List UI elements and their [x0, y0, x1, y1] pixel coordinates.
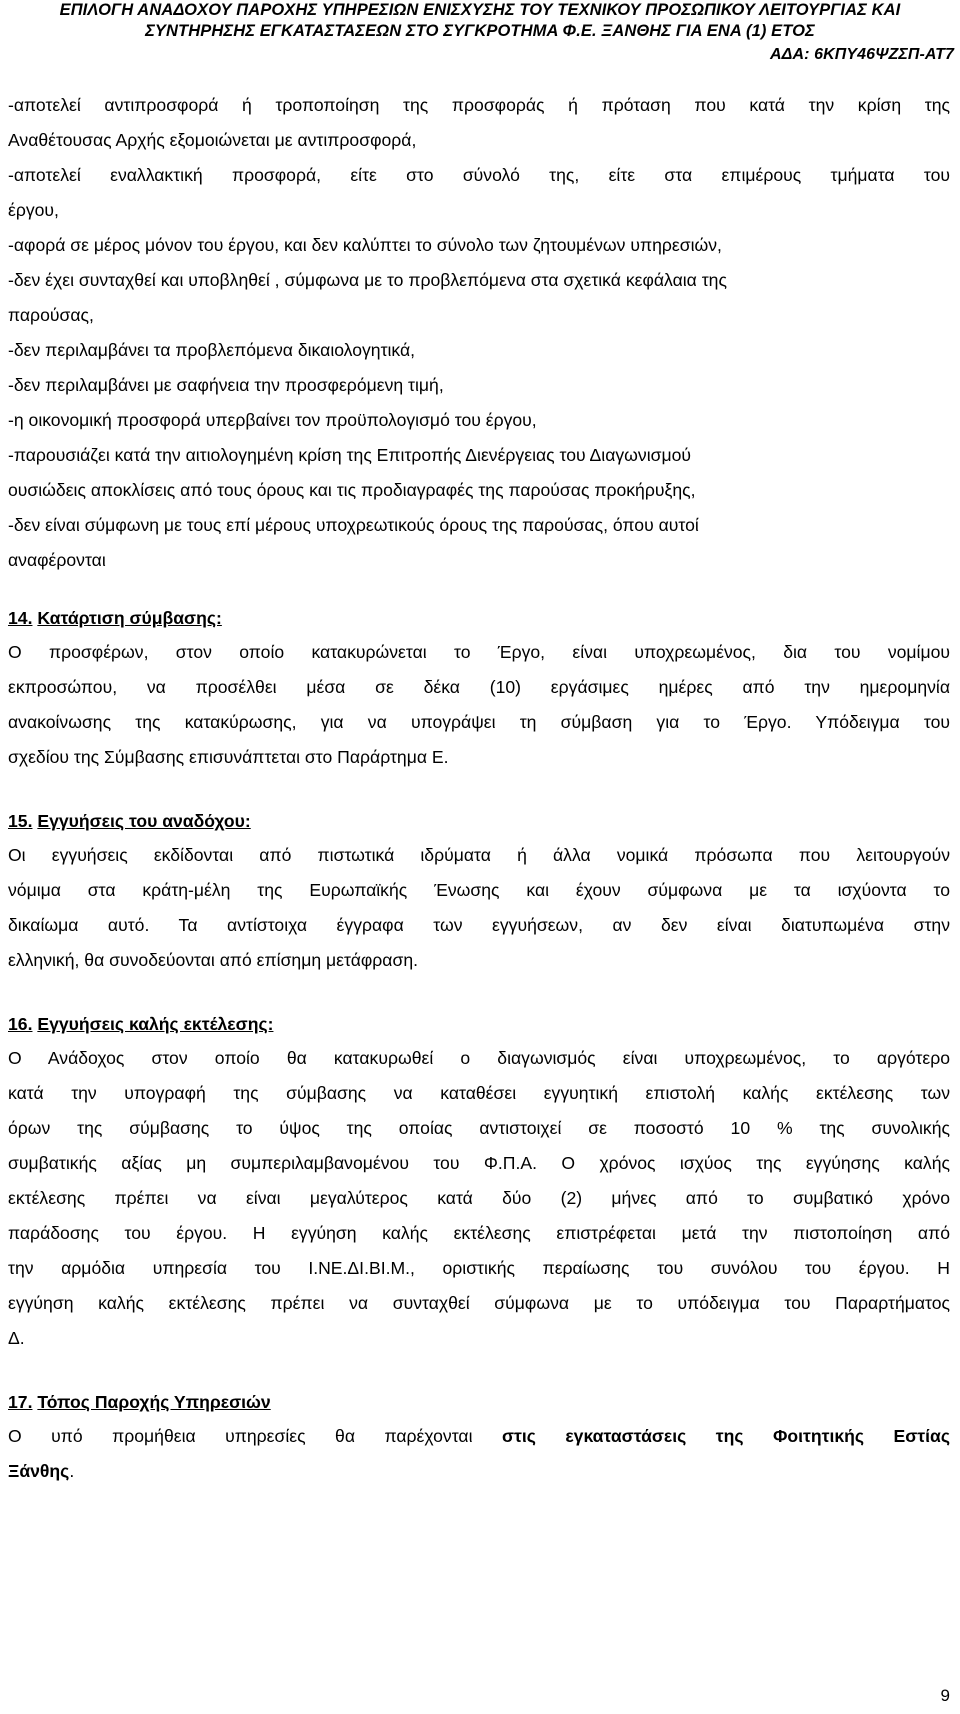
section-heading [8, 805, 950, 838]
paragraph-line [8, 1454, 950, 1489]
section-16 [8, 1008, 950, 1356]
list-item: αναφέρονται [8, 550, 106, 570]
plain-text: . [69, 1461, 75, 1481]
section-heading [8, 1008, 950, 1041]
section-17 [8, 1386, 950, 1489]
header-title-line-1: ΕΠΙΛΟΓΗ ΑΝΑΔΟΧΟΥ ΠΑΡΟΧΗΣ ΥΠΗΡΕΣΙΩΝ ΕΝΙΣΧΥΣΗΣ ΤΟΥ ΤΕΧΝΙΚΟΥ ΠΡΟΣΩΠΙΚΟΥ ΛΕΙΤΟΥΡΓΙΑΣ ΚΑΙ [59, 1, 901, 19]
paragraph-line: ελληνική, θα συνοδεύονται από επίσημη μετάφραση. [8, 950, 418, 970]
section-title: Τόπος Παροχής Υπηρεσιών [37, 1392, 271, 1412]
list-item: -δεν περιλαμβάνει με σαφήνεια την προσφερόμενη τιμή, [8, 375, 444, 395]
paragraph-line: εγγύηση καλής εκτέλεσης πρέπει να συνταχθεί σύμφωνα με το υπόδειγμα του Παραρτήματος [8, 1293, 950, 1313]
paragraph-line: συμβατικής αξίας μη συμπεριλαμβανομένου του Φ.Π.Α. Ο χρόνος ισχύος της εγγύησης καλής [8, 1153, 950, 1173]
section-15 [8, 805, 950, 978]
section-number: 15. [8, 811, 33, 831]
document-header [0, 0, 960, 63]
list-item: παρούσας, [8, 305, 94, 325]
paragraph-line: Δ. [8, 1328, 25, 1348]
section-title: Κατάρτιση σύμβασης: [37, 608, 222, 628]
paragraph-line: δικαίωμα αυτό. Τα αντίστοιχα έγγραφα των εγγυήσεων, αν δεν είναι διατυπωμένα στην [8, 915, 950, 935]
paragraph-line: παράδοσης του έργου. Η εγγύηση καλής εκτέλεσης επιστρέφεται μετά την πιστοποίηση από [8, 1223, 950, 1243]
paragraph-line: σχεδίου της Σύμβασης επισυνάπτεται στο Παράρτημα Ε. [8, 747, 449, 767]
document-body [8, 88, 950, 1489]
list-item: -δεν περιλαμβάνει τα προβλεπόμενα δικαιολογητικά, [8, 340, 416, 360]
list-item: -αποτελεί εναλλακτική προσφορά, είτε στο σύνολό της, είτε στα επιμέρους τμήματα του [8, 165, 950, 185]
section-title: Εγγυήσεις καλής εκτέλεσης: [37, 1014, 274, 1034]
paragraph-line [8, 1419, 950, 1454]
paragraph-line: Ο Ανάδοχος στον οποίο θα κατακυρωθεί ο διαγωνισμός είναι υποχρεωμένος, το αργότερο [8, 1048, 950, 1068]
paragraph-line: την αρμόδια υπηρεσία του Ι.ΝΕ.ΔΙ.ΒΙ.Μ., οριστικής περαίωσης του συνόλου του έργου. Η [8, 1258, 950, 1278]
section-number: 14. [8, 608, 33, 628]
section-number: 17. [8, 1392, 33, 1412]
rejection-criteria-list [8, 88, 950, 578]
list-item: -δεν έχει συνταχθεί και υποβληθεί , σύμφωνα με το προβλεπόμενα στα σχετικά κεφάλαια της [8, 270, 727, 290]
list-item: -η οικονομική προσφορά υπερβαίνει τον προϋπολογισμό του έργου, [8, 410, 537, 430]
list-item: -αποτελεί αντιπροσφορά ή τροποποίηση της προσφοράς ή πρόταση που κατά την κρίση της [8, 95, 950, 115]
paragraph-line: ανακοίνωσης της κατακύρωσης, για να υπογράψει τη σύμβαση για το Έργο. Υπόδειγμα του [8, 712, 950, 732]
section-heading [8, 602, 950, 635]
paragraph-line: εκπροσώπου, να προσέλθει μέσα σε δέκα (10) εργάσιμες ημέρες από την ημερομηνία [8, 677, 950, 697]
header-title-line-2: ΣΥΝΤΗΡΗΣΗΣ ΕΓΚΑΤΑΣΤΑΣΕΩΝ ΣΤΟ ΣΥΓΚΡΟΤΗΜΑ Φ.Ε. ΞΑΝΘΗΣ ΓΙΑ ΕΝΑ (1) ΕΤΟΣ [145, 22, 815, 40]
paragraph-line: Ο προσφέρων, στον οποίο κατακυρώνεται το Έργο, είναι υποχρεωμένος, δια του νομίμου [8, 642, 950, 662]
section-14 [8, 602, 950, 775]
paragraph-line: εκτέλεσης πρέπει να είναι μεγαλύτερος κατά δύο (2) μήνες από το συμβατικό χρόνο [8, 1188, 950, 1208]
list-item: ουσιώδεις αποκλίσεις από τους όρους και τις προδιαγραφές της παρούσας προκήρυξης, [8, 480, 696, 500]
list-item: -δεν είναι σύμφωνη με τους επί μέρους υποχρεωτικούς όρους της παρούσας, όπου αυτοί [8, 515, 699, 535]
paragraph-line: όρων της σύμβασης το ύψος της οποίας αντιστοιχεί σε ποσοστό 10 % της συνολικής [8, 1118, 950, 1138]
section-title: Εγγυήσεις του αναδόχου: [37, 811, 251, 831]
ada-code: ΑΔΑ: 6ΚΠΥ46ΨΖΣΠ-ΑΤ7 [770, 46, 954, 63]
paragraph-line: νόμιμα στα κράτη-μέλη της Ευρωπαϊκής Ένωσης και έχουν σύμφωνα με τα ισχύοντα το [8, 880, 950, 900]
paragraph-line: Οι εγγυήσεις εκδίδονται από πιστωτικά ιδρύματα ή άλλα νομικά πρόσωπα που λειτουργούν [8, 845, 950, 865]
plain-text: Ο υπό προμήθεια υπηρεσίες θα παρέχονται [8, 1426, 473, 1446]
list-item: -αφορά σε μέρος μόνον του έργου, και δεν καλύπτει το σύνολο των ζητουμένων υπηρεσιών, [8, 235, 722, 255]
bold-text: Ξάνθης [8, 1461, 70, 1481]
page-number: 9 [940, 1686, 950, 1705]
list-item: έργου, [8, 200, 59, 220]
list-item: -παρουσιάζει κατά την αιτιολογημένη κρίση της Επιτροπής Διενέργειας του Διαγωνισμού [8, 445, 692, 465]
paragraph-line: κατά την υπογραφή της σύμβασης να καταθέσει εγγυητική επιστολή καλής εκτέλεσης των [8, 1083, 950, 1103]
section-number: 16. [8, 1014, 33, 1034]
section-heading [8, 1386, 950, 1419]
bold-text: στις εγκαταστάσεις της Φοιτητικής Εστίας [501, 1426, 950, 1446]
list-item: Αναθέτουσας Αρχής εξομοιώνεται με αντιπροσφορά, [8, 130, 417, 150]
